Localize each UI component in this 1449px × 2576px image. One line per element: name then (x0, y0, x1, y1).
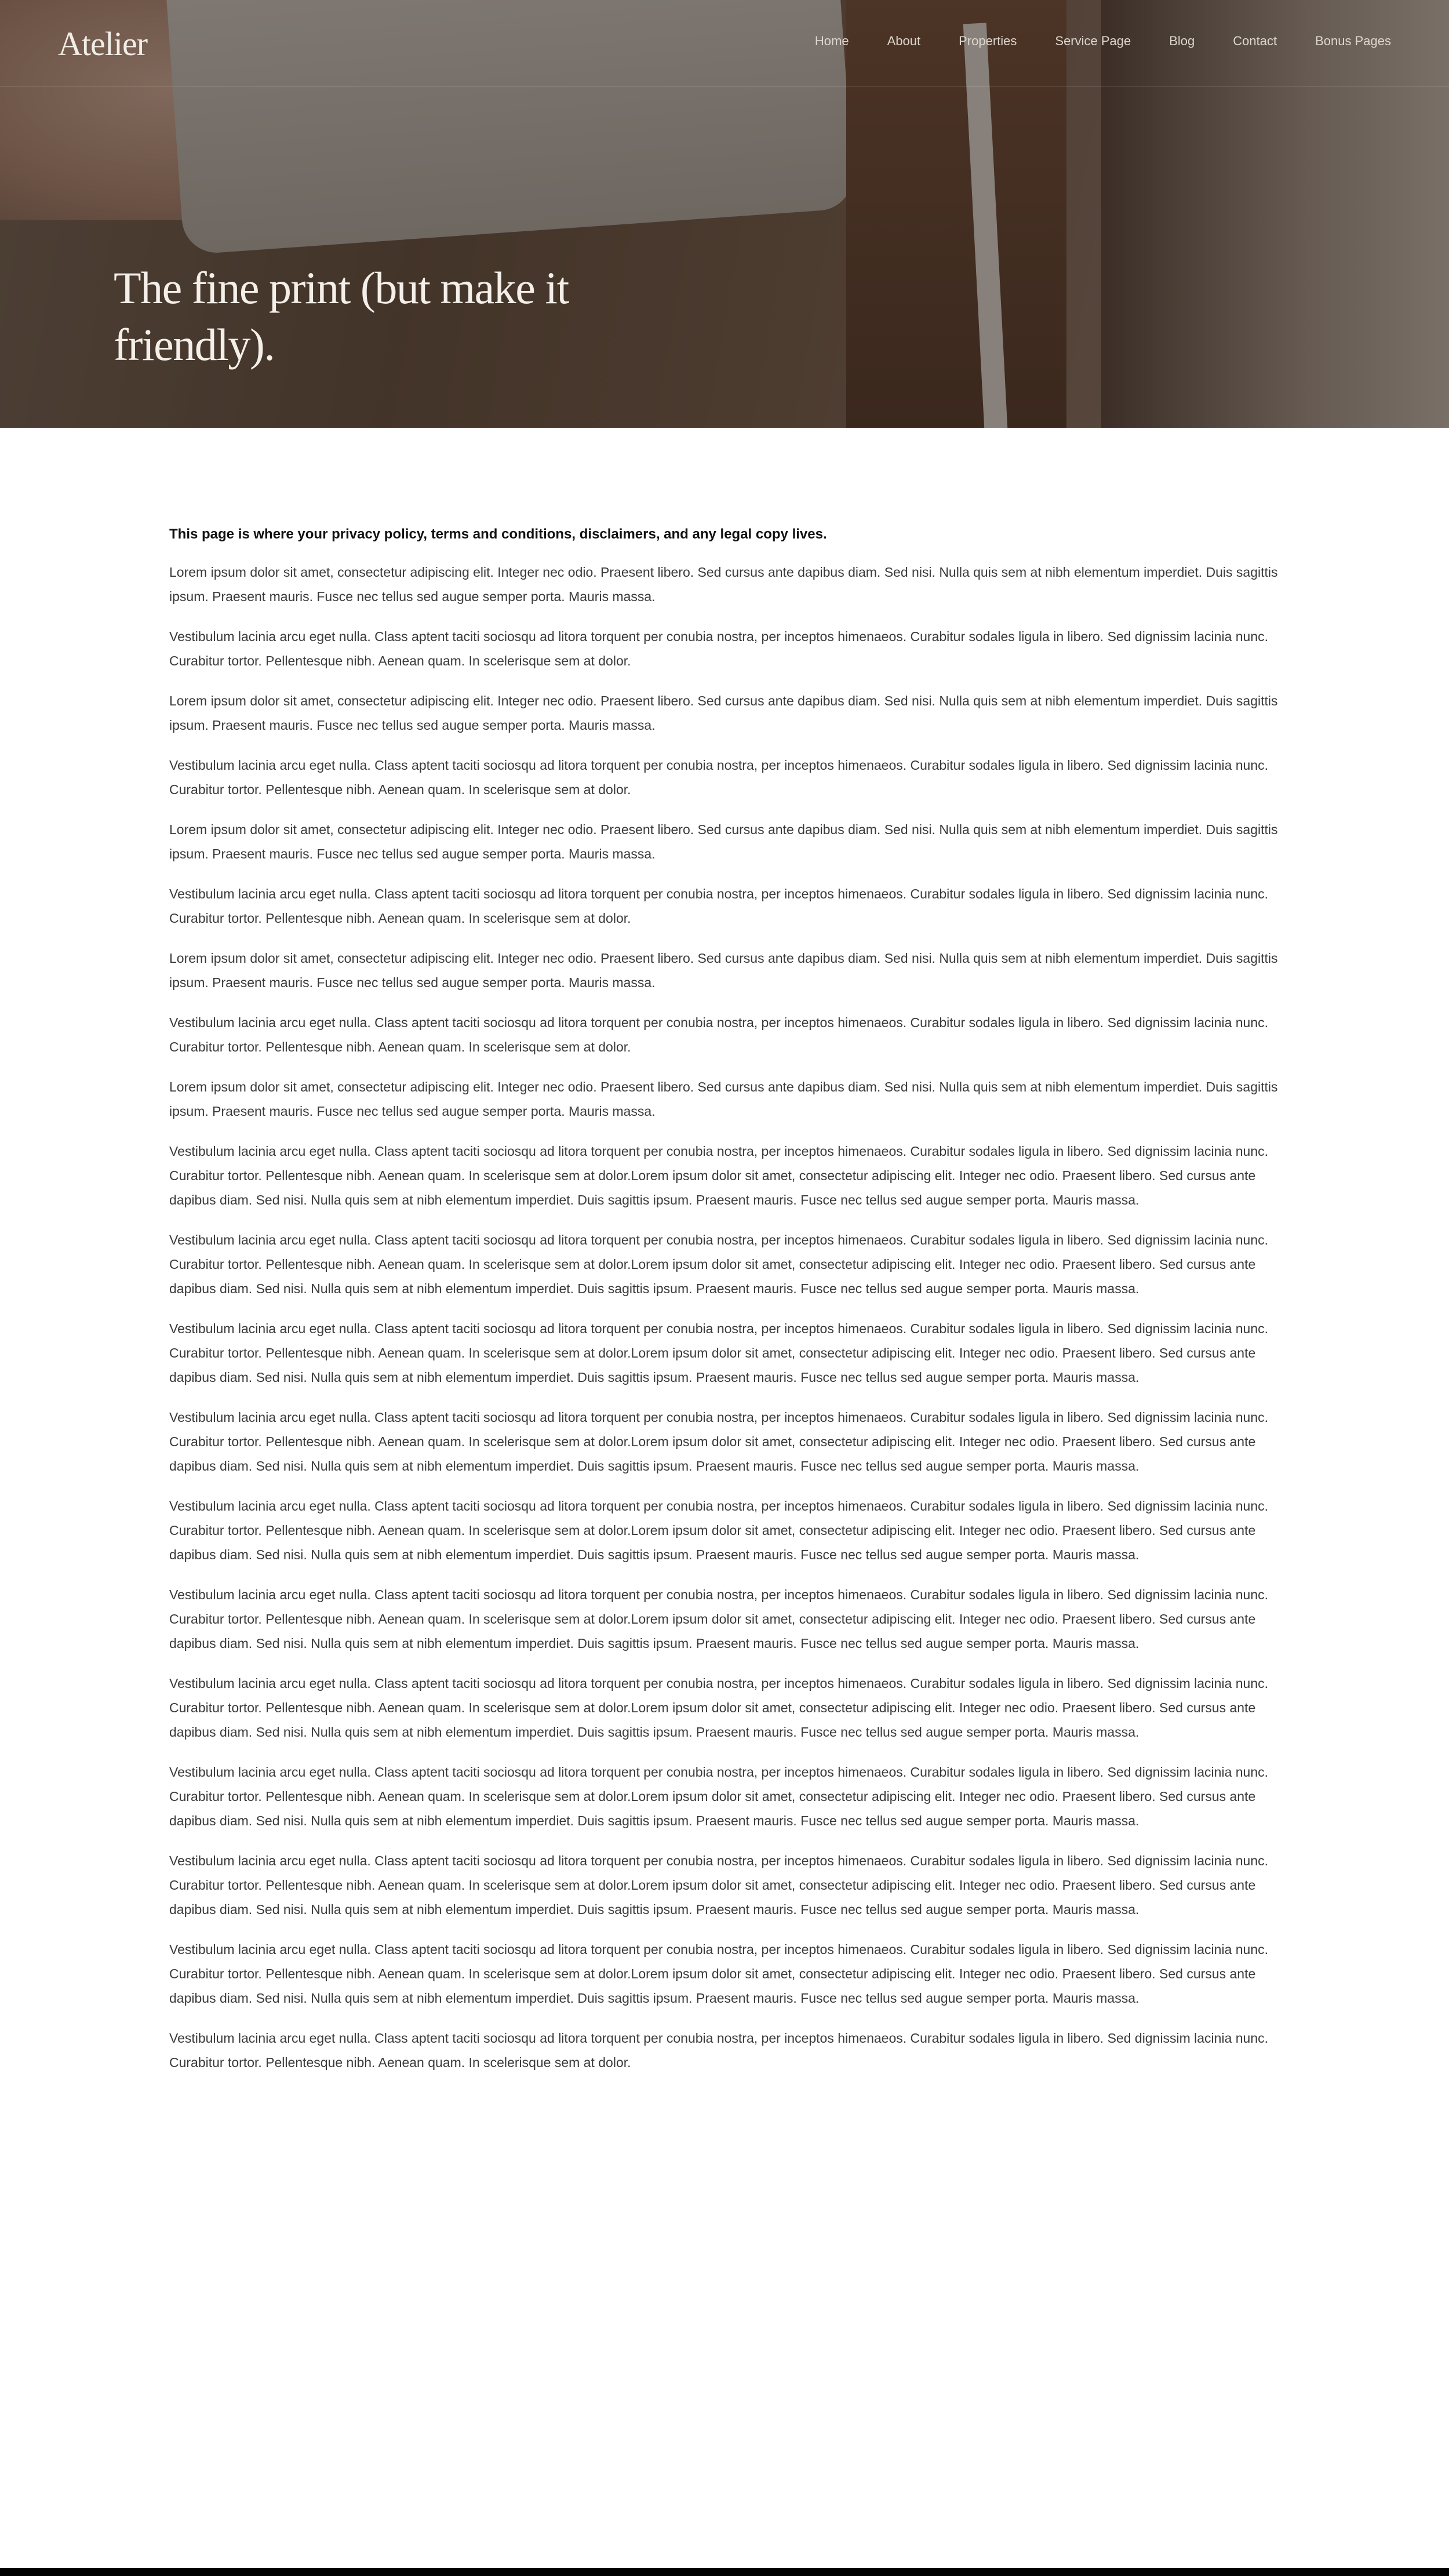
paragraph: Vestibulum lacinia arcu eget nulla. Class aptent taciti sociosqu ad litora torquent per conubia nostra, per inceptos himenaeos. Curabitur sodales ligula in libero. Sed dignissim lacinia nunc. Curabitur tortor. Pellentesque nibh. Aenean quam. In scelerisque sem at dolor. (169, 758, 1269, 797)
nav-item-contact[interactable]: Contact (1233, 34, 1277, 48)
paragraph: Vestibulum lacinia arcu eget nulla. Class aptent taciti sociosqu ad litora torquent per conubia nostra, per inceptos himenaeos. Curabitur sodales ligula in libero. Sed dignissim lacinia nunc. Curabitur tortor. Pellentesque nibh. Aenean quam. In scelerisque sem at dolor. (169, 629, 1269, 668)
paragraph: Lorem ipsum dolor sit amet, consectetur adipiscing elit. Integer nec odio. Praesent libero. Sed cursus ante dapibus diam. Sed nisi. Nulla quis sem at nibh elementum imperdiet. Duis sagittis ipsum. Praesent mauris. Fusce nec tellus sed augue semper porta. Mauris massa. (169, 951, 1278, 990)
paragraph: Vestibulum lacinia arcu eget nulla. Class aptent taciti sociosqu ad litora torquent per conubia nostra, per inceptos himenaeos. Curabitur sodales ligula in libero. Sed dignissim lacinia nunc. Curabitur tortor. Pellentesque nibh. Aenean quam. In scelerisque sem at dolor.Lorem ipsum dolor sit amet, consectetur adipiscing elit. Integer nec odio. Praesent libero. Sed cursus ante dapibus diam. Sed nisi. Nulla quis sem at nibh elementum imperdiet. Duis sagittis ipsum. Praesent mauris. Fusce nec tellus sed augue semper porta. Mauris massa. (169, 1587, 1269, 1651)
paragraph: Vestibulum lacinia arcu eget nulla. Class aptent taciti sociosqu ad litora torquent per conubia nostra, per inceptos himenaeos. Curabitur sodales ligula in libero. Sed dignissim lacinia nunc. Curabitur tortor. Pellentesque nibh. Aenean quam. In scelerisque sem at dolor.Lorem ipsum dolor sit amet, consectetur adipiscing elit. Integer nec odio. Praesent libero. Sed cursus ante dapibus diam. Sed nisi. Nulla quis sem at nibh elementum imperdiet. Duis sagittis ipsum. Praesent mauris. Fusce nec tellus sed augue semper porta. Mauris massa. (169, 1410, 1269, 1473)
nav-item-properties[interactable]: Properties (959, 34, 1017, 48)
paragraph: Vestibulum lacinia arcu eget nulla. Class aptent taciti sociosqu ad litora torquent per conubia nostra, per inceptos himenaeos. Curabitur sodales ligula in libero. Sed dignissim lacinia nunc. Curabitur tortor. Pellentesque nibh. Aenean quam. In scelerisque sem at dolor.Lorem ipsum dolor sit amet, consectetur adipiscing elit. Integer nec odio. Praesent libero. Sed cursus ante dapibus diam. Sed nisi. Nulla quis sem at nibh elementum imperdiet. Duis sagittis ipsum. Praesent mauris. Fusce nec tellus sed augue semper porta. Mauris massa. (169, 1144, 1269, 1207)
site-logo[interactable]: Atelier (58, 25, 148, 63)
paragraph: Vestibulum lacinia arcu eget nulla. Class aptent taciti sociosqu ad litora torquent per conubia nostra, per inceptos himenaeos. Curabitur sodales ligula in libero. Sed dignissim lacinia nunc. Curabitur tortor. Pellentesque nibh. Aenean quam. In scelerisque sem at dolor.Lorem ipsum dolor sit amet, consectetur adipiscing elit. Integer nec odio. Praesent libero. Sed cursus ante dapibus diam. Sed nisi. Nulla quis sem at nibh elementum imperdiet. Duis sagittis ipsum. Praesent mauris. Fusce nec tellus sed augue semper porta. Mauris massa. (169, 1853, 1269, 1917)
nav-item-bonus-pages[interactable]: Bonus Pages (1315, 34, 1391, 48)
intro-statement: This page is where your privacy policy, terms and conditions, disclaimers, and any legal copy lives. (169, 526, 827, 542)
page-title-line-2: friendly). (114, 319, 275, 370)
paragraph: Lorem ipsum dolor sit amet, consectetur adipiscing elit. Integer nec odio. Praesent libero. Sed cursus ante dapibus diam. Sed nisi. Nulla quis sem at nibh elementum imperdiet. Duis sagittis ipsum. Praesent mauris. Fusce nec tellus sed augue semper porta. Mauris massa. (169, 693, 1278, 733)
paragraph: Vestibulum lacinia arcu eget nulla. Class aptent taciti sociosqu ad litora torquent per conubia nostra, per inceptos himenaeos. Curabitur sodales ligula in libero. Sed dignissim lacinia nunc. Curabitur tortor. Pellentesque nibh. Aenean quam. In scelerisque sem at dolor.Lorem ipsum dolor sit amet, consectetur adipiscing elit. Integer nec odio. Praesent libero. Sed cursus ante dapibus diam. Sed nisi. Nulla quis sem at nibh elementum imperdiet. Duis sagittis ipsum. Praesent mauris. Fusce nec tellus sed augue semper porta. Mauris massa. (169, 1942, 1269, 2006)
paragraph: Vestibulum lacinia arcu eget nulla. Class aptent taciti sociosqu ad litora torquent per conubia nostra, per inceptos himenaeos. Curabitur sodales ligula in libero. Sed dignissim lacinia nunc. Curabitur tortor. Pellentesque nibh. Aenean quam. In scelerisque sem at dolor. (169, 2031, 1269, 2070)
paragraph: Lorem ipsum dolor sit amet, consectetur adipiscing elit. Integer nec odio. Praesent libero. Sed cursus ante dapibus diam. Sed nisi. Nulla quis sem at nibh elementum imperdiet. Duis sagittis ipsum. Praesent mauris. Fusce nec tellus sed augue semper porta. Mauris massa. (169, 822, 1278, 861)
paragraph: Vestibulum lacinia arcu eget nulla. Class aptent taciti sociosqu ad litora torquent per conubia nostra, per inceptos himenaeos. Curabitur sodales ligula in libero. Sed dignissim lacinia nunc. Curabitur tortor. Pellentesque nibh. Aenean quam. In scelerisque sem at dolor.Lorem ipsum dolor sit amet, consectetur adipiscing elit. Integer nec odio. Praesent libero. Sed cursus ante dapibus diam. Sed nisi. Nulla quis sem at nibh elementum imperdiet. Duis sagittis ipsum. Praesent mauris. Fusce nec tellus sed augue semper porta. Mauris massa. (169, 1498, 1269, 1562)
paragraph: Vestibulum lacinia arcu eget nulla. Class aptent taciti sociosqu ad litora torquent per conubia nostra, per inceptos himenaeos. Curabitur sodales ligula in libero. Sed dignissim lacinia nunc. Curabitur tortor. Pellentesque nibh. Aenean quam. In scelerisque sem at dolor. (169, 1015, 1269, 1054)
nav-item-home[interactable]: Home (814, 34, 849, 48)
main-nav (815, 34, 1391, 49)
paragraph: Vestibulum lacinia arcu eget nulla. Class aptent taciti sociosqu ad litora torquent per conubia nostra, per inceptos himenaeos. Curabitur sodales ligula in libero. Sed dignissim lacinia nunc. Curabitur tortor. Pellentesque nibh. Aenean quam. In scelerisque sem at dolor.Lorem ipsum dolor sit amet, consectetur adipiscing elit. Integer nec odio. Praesent libero. Sed cursus ante dapibus diam. Sed nisi. Nulla quis sem at nibh elementum imperdiet. Duis sagittis ipsum. Praesent mauris. Fusce nec tellus sed augue semper porta. Mauris massa. (169, 1676, 1269, 1740)
paragraph: Vestibulum lacinia arcu eget nulla. Class aptent taciti sociosqu ad litora torquent per conubia nostra, per inceptos himenaeos. Curabitur sodales ligula in libero. Sed dignissim lacinia nunc. Curabitur tortor. Pellentesque nibh. Aenean quam. In scelerisque sem at dolor.Lorem ipsum dolor sit amet, consectetur adipiscing elit. Integer nec odio. Praesent libero. Sed cursus ante dapibus diam. Sed nisi. Nulla quis sem at nibh elementum imperdiet. Duis sagittis ipsum. Praesent mauris. Fusce nec tellus sed augue semper porta. Mauris massa. (169, 1321, 1269, 1385)
footer-bar (0, 2568, 1449, 2576)
legal-content (169, 526, 1281, 2090)
page-title (114, 260, 635, 373)
nav-item-blog[interactable]: Blog (1169, 34, 1195, 48)
paragraph: Vestibulum lacinia arcu eget nulla. Class aptent taciti sociosqu ad litora torquent per conubia nostra, per inceptos himenaeos. Curabitur sodales ligula in libero. Sed dignissim lacinia nunc. Curabitur tortor. Pellentesque nibh. Aenean quam. In scelerisque sem at dolor.Lorem ipsum dolor sit amet, consectetur adipiscing elit. Integer nec odio. Praesent libero. Sed cursus ante dapibus diam. Sed nisi. Nulla quis sem at nibh elementum imperdiet. Duis sagittis ipsum. Praesent mauris. Fusce nec tellus sed augue semper porta. Mauris massa. (169, 1232, 1269, 1296)
paragraph: Vestibulum lacinia arcu eget nulla. Class aptent taciti sociosqu ad litora torquent per conubia nostra, per inceptos himenaeos. Curabitur sodales ligula in libero. Sed dignissim lacinia nunc. Curabitur tortor. Pellentesque nibh. Aenean quam. In scelerisque sem at dolor. (169, 886, 1269, 926)
nav-item-about[interactable]: About (887, 34, 921, 48)
paragraph: Lorem ipsum dolor sit amet, consectetur adipiscing elit. Integer nec odio. Praesent libero. Sed cursus ante dapibus diam. Sed nisi. Nulla quis sem at nibh elementum imperdiet. Duis sagittis ipsum. Praesent mauris. Fusce nec tellus sed augue semper porta. Mauris massa. (169, 565, 1278, 604)
paragraph: Lorem ipsum dolor sit amet, consectetur adipiscing elit. Integer nec odio. Praesent libero. Sed cursus ante dapibus diam. Sed nisi. Nulla quis sem at nibh elementum imperdiet. Duis sagittis ipsum. Praesent mauris. Fusce nec tellus sed augue semper porta. Mauris massa. (169, 1079, 1278, 1119)
paragraph: Vestibulum lacinia arcu eget nulla. Class aptent taciti sociosqu ad litora torquent per conubia nostra, per inceptos himenaeos. Curabitur sodales ligula in libero. Sed dignissim lacinia nunc. Curabitur tortor. Pellentesque nibh. Aenean quam. In scelerisque sem at dolor.Lorem ipsum dolor sit amet, consectetur adipiscing elit. Integer nec odio. Praesent libero. Sed cursus ante dapibus diam. Sed nisi. Nulla quis sem at nibh elementum imperdiet. Duis sagittis ipsum. Praesent mauris. Fusce nec tellus sed augue semper porta. Mauris massa. (169, 1764, 1269, 1828)
nav-item-service-page[interactable]: Service Page (1055, 34, 1131, 48)
site-header (0, 0, 1449, 86)
page-title-line-1: The fine print (but make it (114, 263, 569, 313)
